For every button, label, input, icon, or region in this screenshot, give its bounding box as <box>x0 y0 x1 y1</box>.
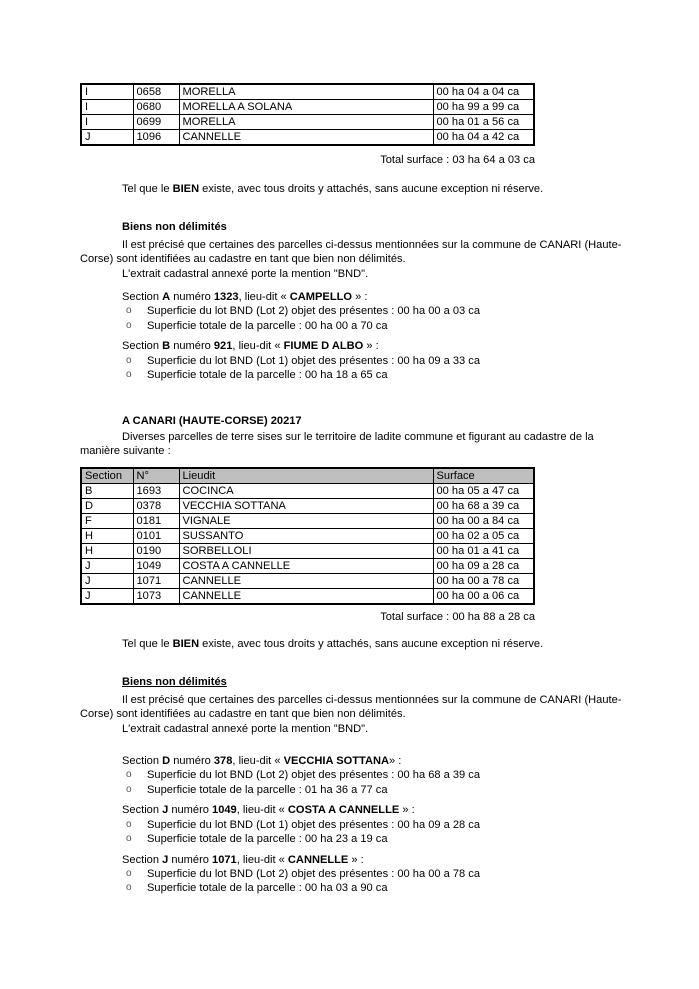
entry-lieudit-prefix: , lieu-dit « <box>232 340 284 353</box>
entry-lieudit: CAMPELLO <box>289 291 353 303</box>
entry-numero: 921 <box>213 340 233 353</box>
cell-numero: 0699 <box>133 115 179 130</box>
cell-section: J <box>81 589 133 605</box>
circle-bullet-icon: o <box>126 867 132 879</box>
entry-lieudit-prefix: , lieu-dit « <box>236 853 288 866</box>
cell-section: H <box>81 529 133 544</box>
cell-numero: 0378 <box>133 499 179 514</box>
list-item-label: Superficie totale de la parcelle : 00 ha 23 a 19 ca <box>147 833 388 846</box>
bnd-entry-heading <box>80 754 634 768</box>
list-item-label: Superficie du lot BND (Lot 2) objet des présentes : 00 ha 68 a 39 ca <box>147 769 481 782</box>
list-item-label: Superficie totale de la parcelle : 00 ha 18 a 65 ca <box>147 369 388 382</box>
entry-lieudit: FIUME D ALBO <box>283 340 364 353</box>
list-item-label: Superficie totale de la parcelle : 01 ha 36 a 77 ca <box>147 783 388 796</box>
cell-numero: 1096 <box>133 130 179 146</box>
bnd-bullet-list <box>80 867 634 896</box>
table-row <box>81 559 534 574</box>
entry-mid: numéro <box>170 340 214 353</box>
list-item-label: Superficie totale de la parcelle : 00 ha 00 a 70 ca <box>147 319 388 332</box>
bnd-bullet-list <box>80 768 634 797</box>
table-row <box>81 130 534 146</box>
bnd-entry-heading <box>80 803 634 817</box>
bnd-entries-bottom <box>80 754 634 896</box>
circle-bullet-icon: o <box>126 369 132 381</box>
cell-lieudit: MORELLA A SOLANA <box>179 100 433 115</box>
entry-numero: 1071 <box>212 853 237 866</box>
entry-numero: 1049 <box>212 804 237 817</box>
cell-surface: 00 ha 00 a 78 ca <box>433 574 534 589</box>
entry-mid: numéro <box>168 853 213 866</box>
list-item <box>80 881 634 895</box>
cell-section: J <box>81 559 133 574</box>
cell-numero: 0181 <box>133 514 179 529</box>
cell-section: J <box>81 574 133 589</box>
cell-section: J <box>81 130 133 146</box>
entry-section: D <box>162 755 171 767</box>
entry-lieudit-suffix: » : <box>363 340 379 353</box>
bnd-entry-heading <box>80 853 634 867</box>
list-item <box>80 818 634 832</box>
list-item <box>80 832 634 846</box>
entry-lieudit-suffix: » : <box>388 755 402 767</box>
cell-numero: 1693 <box>133 484 179 499</box>
table-row <box>81 100 534 115</box>
entry-numero: 1323 <box>213 291 239 303</box>
list-item <box>80 867 634 881</box>
list-item <box>80 368 634 382</box>
cell-section: D <box>81 499 133 514</box>
entry-section: B <box>162 340 171 353</box>
list-item-label: Superficie du lot BND (Lot 2) objet des présentes : 00 ha 00 a 78 ca <box>147 867 481 880</box>
table-header-cell: Section <box>81 468 133 484</box>
cell-lieudit: VECCHIA SOTTANA <box>179 499 433 514</box>
cell-lieudit: CANNELLE <box>179 574 433 589</box>
list-item <box>80 768 634 782</box>
table-header-row <box>81 468 534 484</box>
entry-lieudit-suffix: » : <box>399 804 415 817</box>
bnd-paragraph-top: Il est précisé que certaines des parcelles ci-dessus mentionnées sur la commune de CANARI (Haute-Corse) sont identifiées au cadastre en tant que bien non délimités. <box>80 239 622 266</box>
entry-numero: 378 <box>213 755 233 767</box>
entry-prefix: Section <box>122 291 163 303</box>
cell-lieudit: CANNELLE <box>179 589 433 605</box>
cell-numero: 1073 <box>133 589 179 605</box>
circle-bullet-icon: o <box>126 305 132 317</box>
list-item-label: Superficie du lot BND (Lot 1) objet des présentes : 00 ha 09 a 28 ca <box>147 818 481 831</box>
total-surface-bottom: Total surface : 00 ha 88 a 28 ca <box>380 611 535 623</box>
bnd-heading-top: Biens non délimités <box>122 221 227 233</box>
entry-mid: numéro <box>170 755 214 767</box>
entry-lieudit-suffix: » : <box>352 291 368 303</box>
entry-lieudit: COSTA A CANNELLE <box>287 804 400 817</box>
bnd-entry-heading <box>80 339 634 353</box>
clause-bottom-after: existe, avec tous droits y attachés, sans aucune exception ni réserve. <box>199 638 544 650</box>
commune-heading: A CANARI (HAUTE-CORSE) 20217 <box>122 415 302 427</box>
entry-prefix: Section <box>122 853 163 866</box>
bnd-heading-bottom: Biens non délimités <box>122 676 227 688</box>
cell-surface: 00 ha 04 a 42 ca <box>433 130 534 146</box>
cell-surface: 00 ha 68 a 39 ca <box>433 499 534 514</box>
cell-surface: 00 ha 05 a 47 ca <box>433 484 534 499</box>
total-surface-top: Total surface : 03 ha 64 a 03 ca <box>380 154 535 166</box>
table-bottom-body <box>81 484 534 605</box>
commune-paragraph: Diverses parcelles de terre sises sur le territoire de ladite commune et figurant au cadastre de la manière suivante : <box>80 431 594 458</box>
list-item <box>80 304 634 318</box>
list-item-label: Superficie totale de la parcelle : 00 ha 03 a 90 ca <box>147 882 388 895</box>
circle-bullet-icon: o <box>126 783 132 795</box>
cell-numero: 0658 <box>133 84 179 100</box>
entry-section: J <box>162 853 169 866</box>
cell-numero: 0101 <box>133 529 179 544</box>
entry-lieudit: CANNELLE <box>287 853 349 866</box>
bnd-entries-top <box>80 290 634 383</box>
entry-prefix: Section <box>122 340 163 353</box>
clause-bien-bottom <box>80 637 634 651</box>
table-row <box>81 499 534 514</box>
clause-top-before: Tel que le <box>122 183 173 195</box>
bnd-paragraph2-bottom: L'extrait cadastral annexé porte la mention "BND". <box>122 723 369 735</box>
cell-section: B <box>81 484 133 499</box>
cell-numero: 1049 <box>133 559 179 574</box>
cell-section: I <box>81 115 133 130</box>
bnd-entry-heading <box>80 290 634 304</box>
cell-lieudit: VIGNALE <box>179 514 433 529</box>
circle-bullet-icon: o <box>126 833 132 845</box>
table-row <box>81 84 534 100</box>
parcelles-table-bottom <box>80 467 535 605</box>
entry-lieudit-suffix: » : <box>348 853 364 866</box>
cell-lieudit: MORELLA <box>179 115 433 130</box>
cell-section: H <box>81 544 133 559</box>
cell-surface: 00 ha 00 a 84 ca <box>433 514 534 529</box>
cell-lieudit: SORBELLOLI <box>179 544 433 559</box>
cell-surface: 00 ha 09 a 28 ca <box>433 559 534 574</box>
clause-top-bold: BIEN <box>172 183 200 195</box>
entry-mid: numéro <box>170 291 214 303</box>
cell-section: F <box>81 514 133 529</box>
clause-top-after: existe, avec tous droits y attachés, sans aucune exception ni réserve. <box>199 183 544 195</box>
table-top-body <box>81 84 534 145</box>
list-item <box>80 354 634 368</box>
cell-surface: 00 ha 00 a 06 ca <box>433 589 534 605</box>
table-row <box>81 529 534 544</box>
cell-section: I <box>81 84 133 100</box>
bnd-paragraph2-top: L'extrait cadastral annexé porte la mention "BND". <box>122 268 369 280</box>
entry-prefix: Section <box>122 755 163 767</box>
entry-mid: numéro <box>168 804 213 817</box>
cell-section: I <box>81 100 133 115</box>
entry-lieudit-prefix: , lieu-dit « <box>236 804 288 817</box>
cell-surface: 00 ha 04 a 04 ca <box>433 84 534 100</box>
cell-surface: 00 ha 99 a 99 ca <box>433 100 534 115</box>
clause-bien-top <box>80 182 634 196</box>
list-item <box>80 783 634 797</box>
bnd-bullet-list <box>80 818 634 847</box>
table-row <box>81 115 534 130</box>
bnd-paragraph-bottom: Il est précisé que certaines des parcelles ci-dessus mentionnées sur la commune de CANARI (Haute-Corse) sont identifiées au cadastre en tant que bien non délimités. <box>80 694 622 721</box>
entry-prefix: Section <box>122 804 163 817</box>
list-item <box>80 319 634 333</box>
table-row <box>81 589 534 605</box>
entry-lieudit-prefix: , lieu-dit « <box>238 291 290 303</box>
parcelles-table-top <box>80 83 535 146</box>
table-row <box>81 484 534 499</box>
table-header-cell: Lieudit <box>179 468 433 484</box>
bnd-bullet-list <box>80 354 634 383</box>
list-item-label: Superficie du lot BND (Lot 2) objet des présentes : 00 ha 00 a 03 ca <box>147 305 481 318</box>
cell-lieudit: CANNELLE <box>179 130 433 146</box>
cell-numero: 0190 <box>133 544 179 559</box>
cell-lieudit: COSTA A CANNELLE <box>179 559 433 574</box>
entry-lieudit: VECCHIA SOTTANA <box>283 755 389 767</box>
clause-bottom-before: Tel que le <box>122 638 173 650</box>
table-header-cell: Surface <box>433 468 534 484</box>
circle-bullet-icon: o <box>126 818 132 830</box>
entry-lieudit-prefix: , lieu-dit « <box>232 755 284 767</box>
table-row <box>81 544 534 559</box>
cell-numero: 0680 <box>133 100 179 115</box>
cell-surface: 00 ha 01 a 56 ca <box>433 115 534 130</box>
entry-section: A <box>162 291 171 303</box>
clause-bottom-bold: BIEN <box>172 638 200 650</box>
circle-bullet-icon: o <box>126 319 132 331</box>
table-row <box>81 574 534 589</box>
circle-bullet-icon: o <box>126 769 132 781</box>
cell-lieudit: MORELLA <box>179 84 433 100</box>
circle-bullet-icon: o <box>126 882 132 894</box>
cell-surface: 00 ha 02 a 05 ca <box>433 529 534 544</box>
table-row <box>81 514 534 529</box>
cell-lieudit: COCINCA <box>179 484 433 499</box>
table-header-cell: N° <box>133 468 179 484</box>
circle-bullet-icon: o <box>126 354 132 366</box>
cell-surface: 00 ha 01 a 41 ca <box>433 544 534 559</box>
cell-numero: 1071 <box>133 574 179 589</box>
list-item-label: Superficie du lot BND (Lot 1) objet des présentes : 00 ha 09 a 33 ca <box>147 354 481 367</box>
entry-section: J <box>162 804 169 817</box>
cell-lieudit: SUSSANTO <box>179 529 433 544</box>
table-bottom-head <box>81 468 534 484</box>
bnd-bullet-list <box>80 304 634 333</box>
